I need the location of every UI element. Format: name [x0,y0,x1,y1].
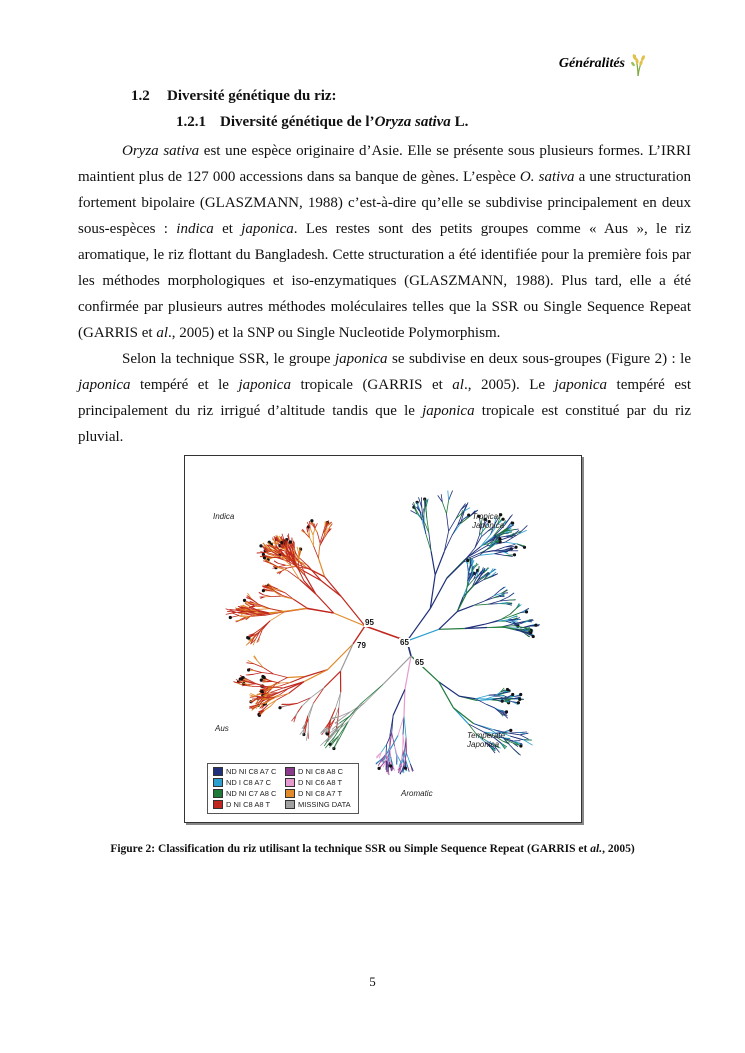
tree-branch [286,609,307,612]
tree-leaf-marker [509,729,512,732]
tree-branch [361,685,383,704]
tree-leaf-marker [242,676,245,679]
legend-item [285,789,342,798]
tree-branch [298,698,311,704]
group-label-aromatic: Aromatic [401,789,433,798]
italic-text: japonica [554,377,608,393]
tree-leaf-marker [378,767,381,770]
legend-label: D NI C8 A7 T [298,789,343,798]
tree-branch [393,690,405,716]
text-run: . Les restes sont des petits groupes comme « Aus », le riz aromatique, le riz flottant du Bangladesh. Cette structuration a été identifiée pour la première fois par les méthodes morphologiques et iso-enzymatiques (GLASZMANN, 1988). Plus tard, elle a été confirmée par plusieurs autres méthodes moléculaires telles que la SSR ou Single Sequence Repeat (GARRIS et [78,221,691,341]
tree-leaf-marker [404,767,407,770]
tree-leaf-marker [243,599,246,602]
text-run: tropicale est constitué par du riz pluvial. [78,403,692,445]
tree-branch [476,695,489,699]
legend-item [285,800,351,809]
tree-branch [232,613,239,615]
legend-label: ND I C8 A7 C [226,778,272,787]
legend-swatch [213,767,223,776]
tree-branch [435,552,444,575]
tree-branch [280,683,291,684]
tree-branch [447,562,463,578]
group-label-indica: Indica [213,512,235,521]
tree-branch [259,609,270,610]
tree-branch [259,592,264,595]
tree-leaf-marker [263,556,266,559]
text-run: tempéré et le [130,377,239,393]
tree-branch [518,525,527,534]
italic-text: japonica [241,221,294,237]
tree-branch [439,682,460,696]
tree-branch [439,629,465,630]
subsection-number: 1.2.1 [176,114,206,130]
group-label-tropical [472,512,504,530]
tree-leaf-marker [511,693,514,696]
tree-branch [302,698,311,706]
tree-branch [324,671,340,687]
legend-label: ND NI C7 A8 C [226,789,277,798]
text-run: a une structuration fortement bipolaire (GLASZMANN, 1988) c’est-à-dire qu’elle se subdivise principalement en deux sous-espèces : [78,169,691,237]
tree-branch [315,523,318,528]
caption-italic: al. [590,843,603,855]
tree-branch [520,735,529,739]
subsection-title-pre: Diversité génétique de l’ [220,114,375,130]
group-label-temperate-line2: Japonica [467,740,500,749]
tree-leaf-marker [259,544,262,547]
legend-label: D NI C6 A8 T [298,778,343,787]
tree-branch [452,525,458,535]
tree-branch [340,721,349,737]
tree-branch [519,733,526,734]
legend-swatch [213,789,223,798]
tree-branch [344,704,361,722]
tree-branch [404,716,406,738]
text-run: ., 2005) et la SNP ou Single Nucleotide Polymorphism. [168,325,501,341]
legend-swatch [285,800,295,809]
tree-branch [513,749,520,756]
legend-item [213,789,276,798]
text-run: tempéré est principalement du riz irrigué d’altitude tandis que le [78,377,691,419]
legend-swatch [285,767,295,776]
tree-branch [253,673,262,675]
section-title: Diversité génétique du riz: [167,88,337,104]
italic-text: O. sativa [519,169,575,185]
tree-branch [505,534,518,542]
tree-branch [263,682,267,683]
tree-branch [274,674,288,678]
tree-leaf-marker [229,616,232,619]
tree-leaf-marker [466,559,469,562]
legend-label: D NI C8 A8 T [226,800,271,809]
tree-leaf-marker [534,624,537,627]
body-text [78,138,691,450]
tree-leaf-marker [514,546,517,549]
group-label-temperate-line1: Temperate [467,731,505,740]
paragraph-2 [78,346,691,450]
tree-branch [317,533,320,543]
tree-branch [293,599,307,608]
tree-branch [447,500,449,514]
legend-item [285,767,343,776]
tree-branch [311,688,324,698]
text-run: ., 2005). Le [463,377,555,393]
tree-leaf-marker [326,732,329,735]
tree-branch [485,620,501,625]
legend-label: ND NI C8 A7 C [226,767,277,776]
tree-branch [507,603,513,604]
group-label-tropical-line2: Japonica [472,521,505,530]
tree-branch [510,609,516,614]
running-header [559,52,647,76]
tree-leaf-marker [310,519,313,522]
tree-branch [404,690,405,716]
text-run: se subdivise en deux sous-groupes (Figure 2) : le [387,351,691,367]
group-label-temperate [467,731,505,749]
tree-branch [308,703,313,719]
bootstrap-value: 95 [365,618,374,627]
text-run: et [213,221,242,237]
tree-branch [449,519,456,531]
tree-leaf-marker [289,540,292,543]
section-heading [131,88,337,105]
tree-branch [303,571,321,581]
italic-text: japonica [422,403,475,419]
legend-item [213,800,270,809]
tree-branch [288,571,300,580]
text-run: Selon la technique SSR, le groupe [122,351,336,367]
tree-branch [500,587,505,590]
phylogenetic-tree-figure [184,455,582,823]
tree-branch [297,547,299,553]
tree-leaf-marker [517,701,520,704]
tree-branch [439,612,457,630]
tree-branch [255,671,263,673]
tree-branch [307,565,321,581]
caption-text-end: , 2005) [602,843,635,855]
tree-leaf-marker [532,635,535,638]
section-number: 1.2 [131,88,150,104]
header-title: Généralités [558,56,625,71]
tree-branch [495,554,506,556]
tree-branch [463,587,472,597]
tree-branch [426,508,427,518]
tree-branch [444,535,452,551]
tree-branch [313,528,315,535]
legend-swatch [213,778,223,787]
tree-branch [444,531,448,551]
legend-label: D NI C8 A8 C [298,767,344,776]
tree-branch [321,581,341,597]
tree-branch [314,546,319,558]
figure-legend [207,763,359,814]
caption-text: Figure 2: Classification du riz utilisant la technique SSR ou Simple Sequence Repeat (GARRIS et [110,843,591,855]
tree-branch [518,530,527,534]
tree-branch [341,644,354,671]
tree-branch [278,565,285,567]
italic-text: japonica [238,377,291,393]
tree-leaf-marker [498,537,501,540]
bootstrap-value: 65 [400,638,409,647]
tree-leaf-marker [246,636,249,639]
figure-caption [0,843,745,855]
paragraph-1 [78,138,691,346]
legend-swatch [285,778,295,787]
tree-branch [449,491,453,501]
italic-text: Oryza sativa [122,143,200,159]
legend-item [213,767,276,776]
tree-branch [263,595,271,597]
group-label-tropical-line1: Tropical [472,512,500,521]
tree-branch [397,756,398,763]
tree-branch [270,563,278,567]
tree-branch [310,528,313,535]
group-label-aus: Aus [215,724,229,733]
legend-swatch [285,789,295,798]
tree-branch [328,644,353,670]
italic-text: al [156,325,169,341]
legend-item [285,778,342,787]
bootstrap-value: 79 [357,641,366,650]
page-number: 5 [369,974,376,989]
tree-leaf-marker [519,744,522,747]
tree-branch [298,706,303,713]
tree-branch [478,567,479,572]
tree-branch [318,543,320,558]
tree-leaf-marker [518,698,521,701]
tree-branch [313,688,324,704]
italic-text: indica [176,221,214,237]
subsection-title-species: Oryza sativa [374,114,451,130]
tree-leaf-marker [278,706,281,709]
tree-leaf-marker [525,610,528,613]
tree-branch [448,491,449,501]
tree-branch [505,542,517,544]
italic-text: japonica [78,377,131,393]
tree-branch [278,563,285,565]
tree-branch [510,736,523,740]
legend-item [213,778,271,787]
subsection-title-post: L. [450,114,469,130]
tree-branch [486,704,494,708]
tree-branch [508,733,519,734]
tree-branch [474,724,492,731]
subsection-heading [176,114,468,131]
tree-branch [512,613,520,616]
text-run: est une espèce originaire d’Asie. Elle se présente sous plusieurs formes. L’IRRI maintient plus de 127 000 accessions dans sa banque de gènes. L’espèce [78,143,691,185]
legend-label: MISSING DATA [298,800,351,809]
tree-leaf-marker [262,589,265,592]
tree-branch [447,514,449,531]
tree-branch [325,577,342,597]
legend-swatch [213,800,223,809]
rice-plant-icon [629,52,647,76]
tree-branch [407,753,411,764]
tree-branch [431,551,435,575]
tree-leaf-marker [247,668,250,671]
tree-branch [509,600,516,601]
tree-leaf-marker [513,553,516,556]
tree-branch [260,621,270,631]
tree-branch [442,502,446,514]
text-run: tropicale (GARRIS et [290,377,453,393]
tree-leaf-marker [263,676,266,679]
italic-text: japonica [335,351,388,367]
tree-branch [348,704,360,722]
italic-text: al [452,377,464,393]
tree-branch [252,686,267,687]
tree-branch [454,708,474,724]
tree-branch [439,682,454,708]
tree-branch [350,703,365,716]
tree-branch [274,561,278,564]
bootstrap-value: 65 [415,658,424,667]
tree-leaf-marker [389,764,392,767]
tree-branch [509,593,514,597]
